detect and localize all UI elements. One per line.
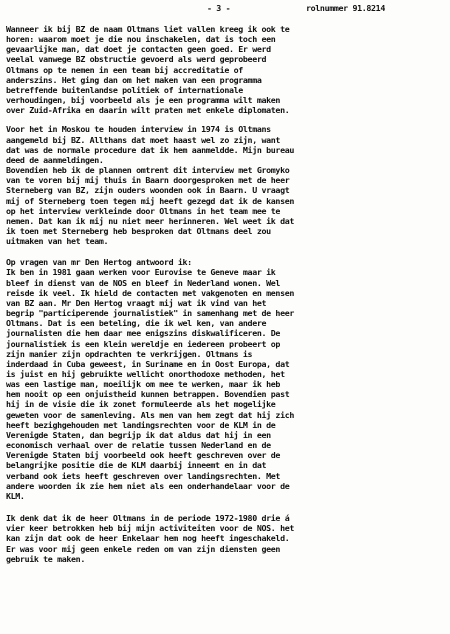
text-line: aangemeld bij BZ. Allthans dat moet haast wel zo zijn, want xyxy=(6,134,281,145)
text-line: kan zijn dat ook de heer Enkelaar hem nog heeft ingeschakeld. xyxy=(6,533,290,544)
text-line: Op vragen van mr Den Hertog antwoord ik: xyxy=(6,257,192,268)
text-line: hem nooit op een onjuistheid kunnen betrappen. Bovendien past xyxy=(6,389,290,400)
text-line: belangrijke positie die de KLM daarbij inneemt en in dat xyxy=(6,460,267,471)
text-line: hij in de visie die ik zonet formuleerde als het mogelijke xyxy=(6,399,276,410)
paragraph-4 xyxy=(6,513,446,564)
text-line: over Zuid-Afrika en daarin wilt praten met enkele diplomaten. xyxy=(6,105,290,116)
text-line: geweten voor de samenleving. Als men van hem zegt dat hij zich xyxy=(6,409,294,420)
text-line: bleef in dienst van de NOS en bleef in Nederland wonen. Wel xyxy=(6,277,281,288)
text-line: mij of Sterneberg toen tegen mij heeft gezegd dat ik de kansen xyxy=(6,195,294,206)
text-line: nemen. Dat kan ik mij nu niet meer herinneren. Wel weet ik dat xyxy=(6,215,294,226)
text-line: Ik ben in 1981 gaan werken voor Eurovise te Geneve maar ik xyxy=(6,267,276,278)
text-line: verhoudingen, bij voorbeeld als je een programma wilt maken xyxy=(6,95,281,106)
text-line: van BZ aan. Mr Den Hertog vraagt mij wat ik vind van het xyxy=(6,297,267,308)
text-line: anderszins. Het ging dan om het maken van een programma xyxy=(6,74,262,85)
text-line: Oltmans op te nemen in een team bij accreditatie of xyxy=(6,64,243,75)
text-line: Er was voor mij geen enkele reden om van zijn diensten geen xyxy=(6,543,281,554)
document-number: rolnummer 91.8214 xyxy=(306,3,385,13)
text-line: deed de aanmeldingen. xyxy=(6,154,104,165)
text-line: dat was de normale procedure dat ik hem aanmeldde. Mijn bureau xyxy=(6,144,294,155)
text-line: ik toen met Sterneberg heb besproken dat Oltmans deel zou xyxy=(6,225,271,236)
text-line: economisch verhaal over de relatie tussen Nederland en de xyxy=(6,440,271,451)
text-line: vier keer betrokken heb bij mijn activiteiten voor de NOS. het xyxy=(6,523,294,534)
page-number: - 3 - xyxy=(207,3,231,13)
text-line: veelal vanwege BZ obstructie gevoerd als werd geprobeerd xyxy=(6,54,267,65)
text-line: gebruik te maken. xyxy=(6,553,85,564)
text-line: uitmaken van het team. xyxy=(6,236,109,247)
text-line: Verenigde Staten bij voorbeeld ook heeft geschreven over de xyxy=(6,450,281,461)
text-line: KLM. xyxy=(6,490,25,501)
paragraph-3 xyxy=(6,257,446,501)
text-line: Voor het in Moskou te houden interview in 1974 is Oltmans xyxy=(6,124,271,135)
document-body xyxy=(6,24,446,564)
text-line: verband ook iets heeft geschreven over landingsrechten. Met xyxy=(6,470,281,481)
text-line: betreffende buitenlandse politiek of internationale xyxy=(6,84,243,95)
text-line: andere woorden ik zie hem niet als een onderhandelaar voor de xyxy=(6,480,290,491)
text-line: Oltmans. Dat is een beteling, die ik wel ken, van andere xyxy=(6,318,267,329)
text-line: zijn manier zijn opdrachten te verkrijgen. Oltmans is xyxy=(6,348,253,359)
text-line: begrip "participerende journalistiek" in samenhang met de heer xyxy=(6,308,294,319)
text-line: journalistiek is een klein wereldje en iedereen probeert op xyxy=(6,338,281,349)
text-line: inderdaad in Cuba geweest, in Suriname en in Oost Europa, dat xyxy=(6,358,290,369)
text-line: Wanneer ik bij BZ de naam Oltmans liet vallen kreeg ik ook te xyxy=(6,24,290,34)
paragraph-1 xyxy=(6,24,446,115)
text-line: was een lastige man, moeilijk om mee te werken, maar ik heb xyxy=(6,379,281,390)
text-line: van te voren bij mij thuis in Baarn doorgesproken met de heer xyxy=(6,175,290,186)
page-header xyxy=(0,3,450,17)
text-line: is juist en hij gebruikte wellicht onorthodoxe methoden, het xyxy=(6,369,285,379)
text-line: Bovendien heb ik de plannen omtrent dit interview met Gromyko xyxy=(6,165,290,176)
text-line: journalisten die hem daar mee enigszins diskwalificeren. De xyxy=(6,328,281,339)
text-line: Verenigde Staten, dan begrijp ik dat aldus dat hij in een xyxy=(6,429,271,440)
text-line: op het interview verkleinde door Oltmans in het team mee te xyxy=(6,205,281,216)
text-line: Sterneberg van BZ, zijn ouders woonden ook in Baarn. U vraagt xyxy=(6,185,290,196)
paragraph-2 xyxy=(6,124,446,246)
text-line: Ik denk dat ik de heer Oltmans in de periode 1972-1980 drie á xyxy=(6,513,290,524)
text-line: heeft bezighgehouden met landingsrechten voor de KLM in de xyxy=(6,419,276,430)
text-line: reisde ik veel. Ik hield de contacten met vakgenoten en mensen xyxy=(6,287,294,298)
text-line: horen: waarom moet je die nou inschakelen, dat is toch een xyxy=(6,34,276,45)
text-line: gevaarlijke man, dat doet je contacten geen goed. Er werd xyxy=(6,44,271,55)
